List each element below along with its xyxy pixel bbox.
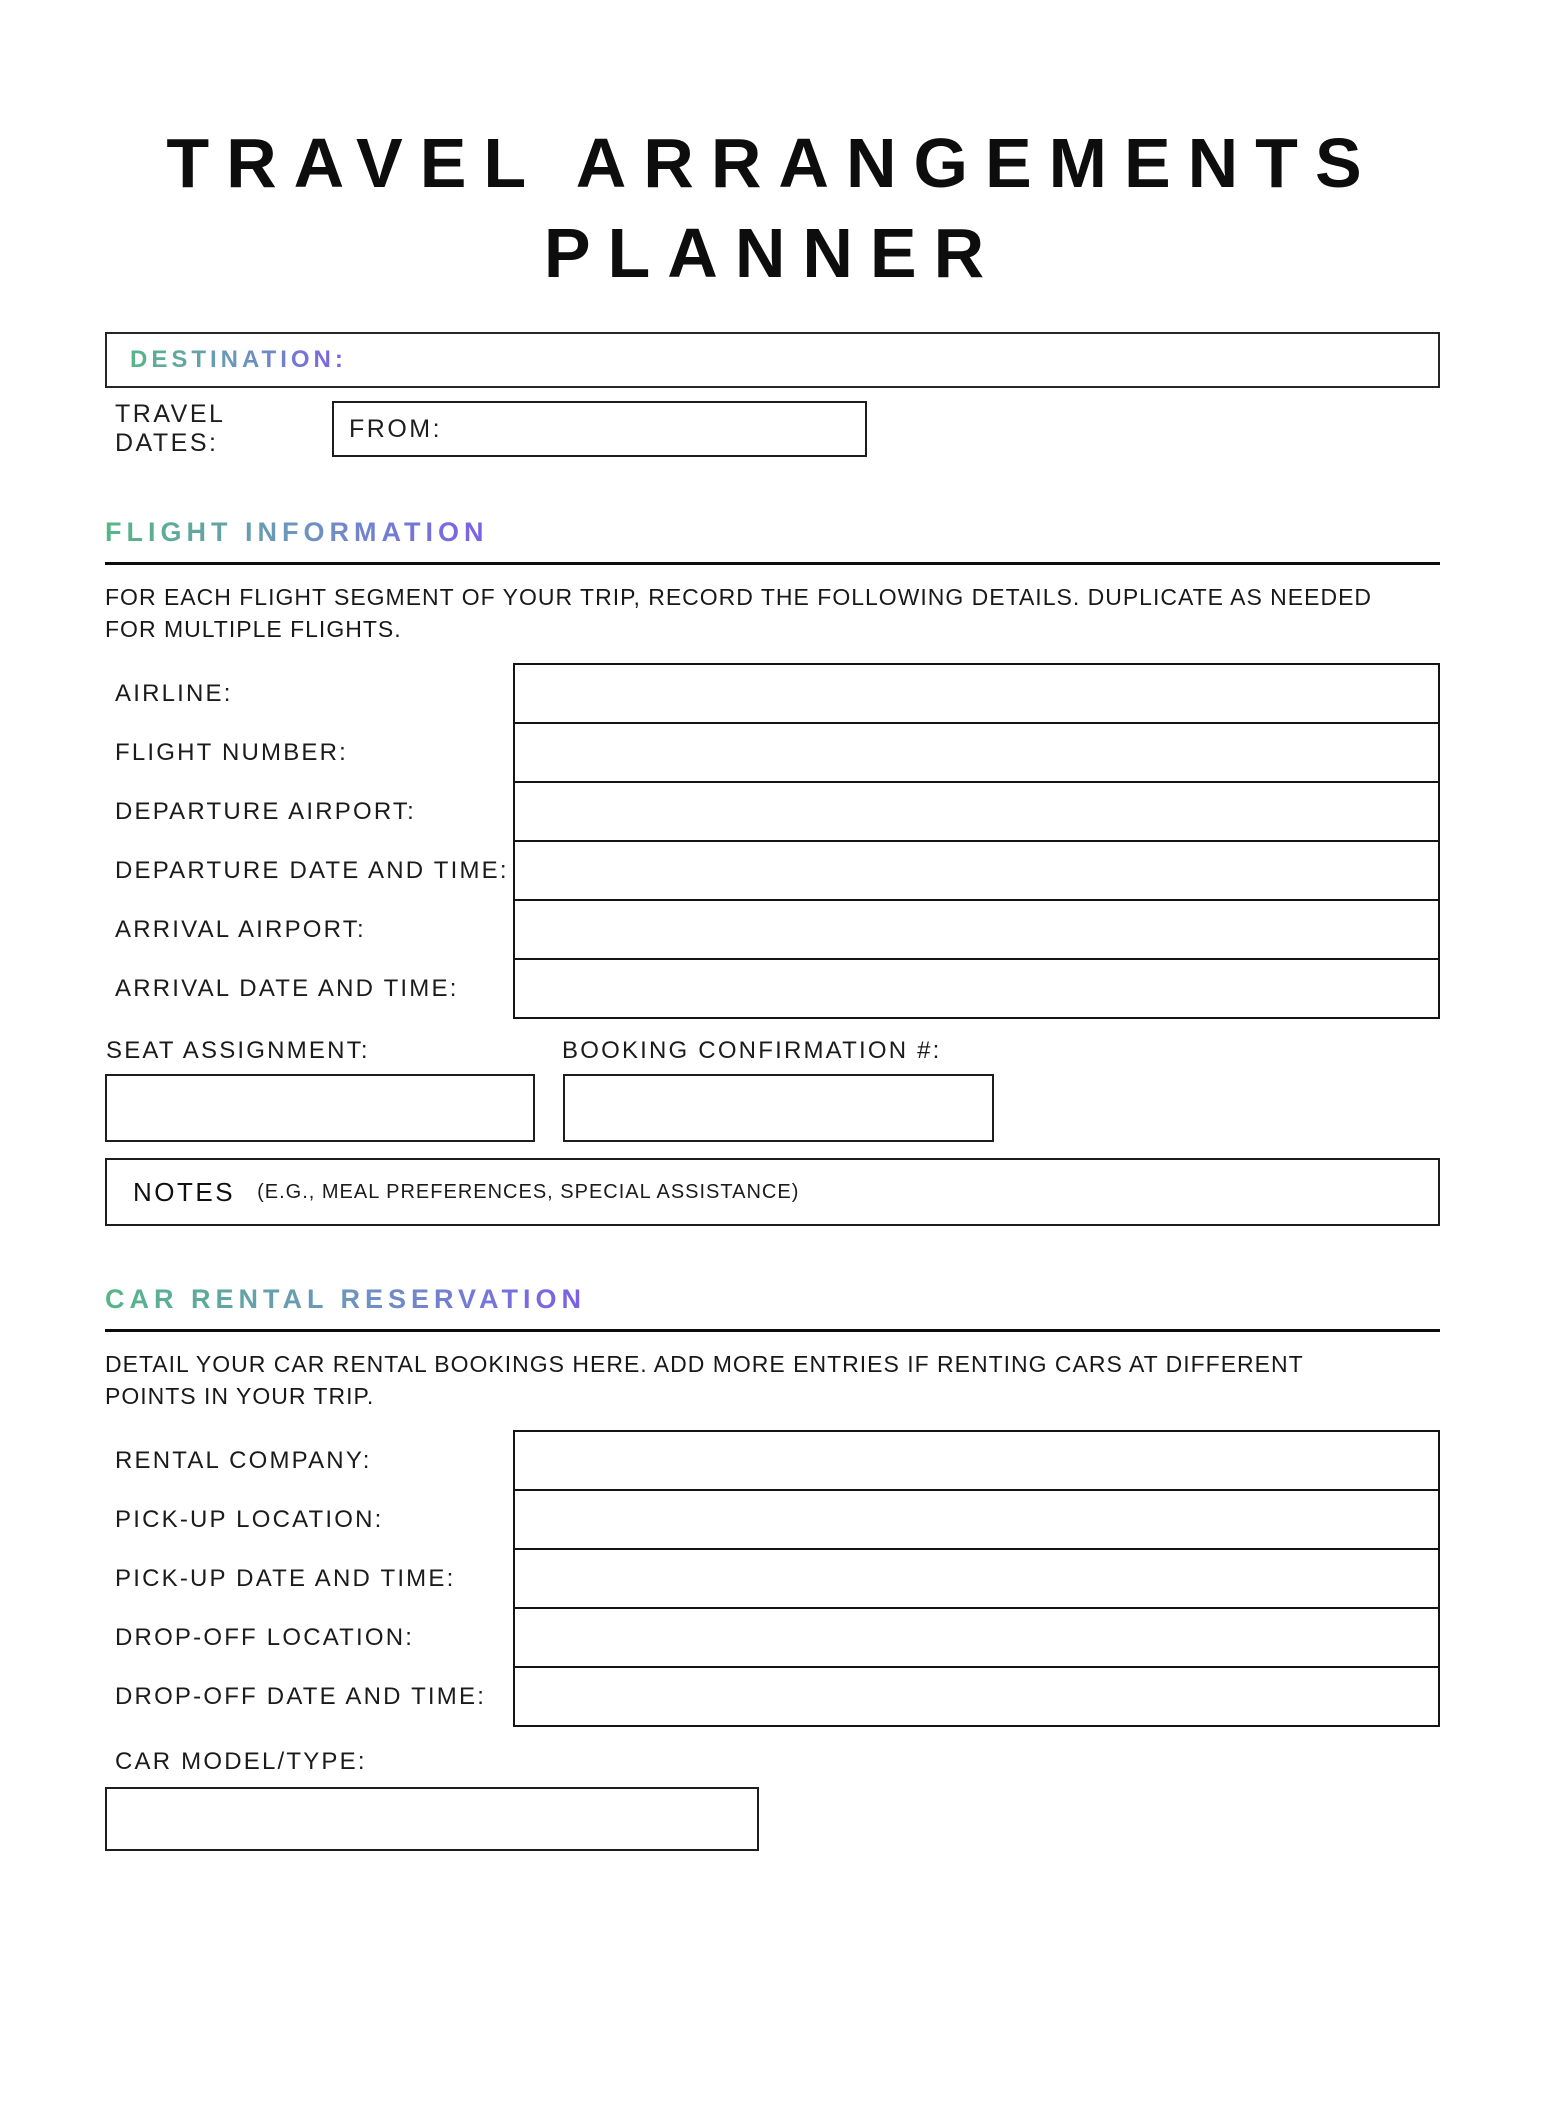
destination-label: DESTINATION: xyxy=(130,346,347,373)
field-row-arrival-airport xyxy=(105,899,1440,960)
airline-input[interactable] xyxy=(513,663,1440,724)
car-section-divider xyxy=(105,1329,1440,1332)
notes-field[interactable] xyxy=(105,1158,1440,1226)
field-row-dropoff-datetime xyxy=(105,1666,1440,1727)
rental-company-input[interactable] xyxy=(513,1430,1440,1491)
car-section-title: CAR RENTAL RESERVATION xyxy=(105,1280,586,1318)
travel-from-label: FROM: xyxy=(349,414,443,443)
arrival-airport-input[interactable] xyxy=(513,899,1440,960)
seat-assignment-input[interactable] xyxy=(105,1074,535,1142)
departure-airport-input[interactable] xyxy=(513,781,1440,842)
booking-confirmation-label: BOOKING CONFIRMATION #: xyxy=(562,1037,942,1064)
dropoff-location-label: DROP-OFF LOCATION: xyxy=(115,1623,415,1651)
booking-confirmation-input[interactable] xyxy=(563,1074,994,1142)
travel-dates-label: TRAVEL DATES: xyxy=(115,400,225,457)
arrival-datetime-input[interactable] xyxy=(513,958,1440,1019)
arrival-datetime-label: ARRIVAL DATE AND TIME: xyxy=(115,974,459,1002)
car-rental-section xyxy=(105,1226,1440,1851)
notes-hint: (E.G., MEAL PREFERENCES, SPECIAL ASSISTANCE) xyxy=(257,1180,800,1203)
field-row-flight-number xyxy=(105,722,1440,783)
pickup-location-label: PICK-UP LOCATION: xyxy=(115,1505,384,1533)
pickup-datetime-label: PICK-UP DATE AND TIME: xyxy=(115,1564,456,1592)
flight-description-line1: FOR EACH FLIGHT SEGMENT OF YOUR TRIP, RECORD THE FOLLOWING DETAILS. DUPLICATE AS NEEDED xyxy=(105,584,1373,610)
page-title xyxy=(105,118,1440,298)
flight-number-label: FLIGHT NUMBER: xyxy=(115,738,349,766)
field-row-dropoff-location xyxy=(105,1607,1440,1668)
dropoff-location-input[interactable] xyxy=(513,1607,1440,1668)
page-title-line1: TRAVEL ARRANGEMENTS xyxy=(166,124,1379,202)
flight-number-input[interactable] xyxy=(513,722,1440,783)
seat-booking-boxes-row xyxy=(105,1074,1440,1142)
flight-information-section xyxy=(105,457,1440,1226)
destination-field[interactable] xyxy=(105,332,1440,388)
airline-label: AIRLINE: xyxy=(115,679,233,707)
page-title-line2: PLANNER xyxy=(543,214,1002,292)
pickup-location-input[interactable] xyxy=(513,1489,1440,1550)
flight-section-divider xyxy=(105,562,1440,565)
field-row-departure-datetime xyxy=(105,840,1440,901)
arrival-airport-label: ARRIVAL AIRPORT: xyxy=(115,915,366,943)
car-section-description xyxy=(105,1348,1440,1412)
dropoff-datetime-input[interactable] xyxy=(513,1666,1440,1727)
flight-description-line2: FOR MULTIPLE FLIGHTS. xyxy=(105,616,402,642)
car-fields xyxy=(105,1430,1440,1727)
planner-page xyxy=(0,118,1545,2118)
flight-fields xyxy=(105,663,1440,1019)
pickup-datetime-input[interactable] xyxy=(513,1548,1440,1609)
departure-datetime-input[interactable] xyxy=(513,840,1440,901)
field-row-pickup-datetime xyxy=(105,1548,1440,1609)
car-description-line1: DETAIL YOUR CAR RENTAL BOOKINGS HERE. ADD MORE ENTRIES IF RENTING CARS AT DIFFERENT xyxy=(105,1351,1304,1377)
car-model-input[interactable] xyxy=(105,1787,759,1851)
field-row-pickup-location xyxy=(105,1489,1440,1550)
travel-from-field[interactable] xyxy=(332,401,867,457)
field-row-airline xyxy=(105,663,1440,724)
rental-company-label: RENTAL COMPANY: xyxy=(115,1446,372,1474)
notes-label: NOTES xyxy=(133,1176,236,1207)
car-model-label: CAR MODEL/TYPE: xyxy=(115,1748,367,1775)
car-description-line2: POINTS IN YOUR TRIP. xyxy=(105,1383,375,1409)
flight-section-description xyxy=(105,581,1440,645)
field-row-arrival-datetime xyxy=(105,958,1440,1019)
seat-assignment-label: SEAT ASSIGNMENT: xyxy=(106,1037,370,1064)
departure-airport-label: DEPARTURE AIRPORT: xyxy=(115,797,416,825)
travel-dates-row xyxy=(105,401,1440,457)
dropoff-datetime-label: DROP-OFF DATE AND TIME: xyxy=(115,1682,487,1710)
flight-section-title: FLIGHT INFORMATION xyxy=(105,513,488,551)
field-row-rental-company xyxy=(105,1430,1440,1491)
field-row-departure-airport xyxy=(105,781,1440,842)
seat-booking-labels-row xyxy=(105,1036,1440,1066)
departure-datetime-label: DEPARTURE DATE AND TIME: xyxy=(115,856,509,884)
